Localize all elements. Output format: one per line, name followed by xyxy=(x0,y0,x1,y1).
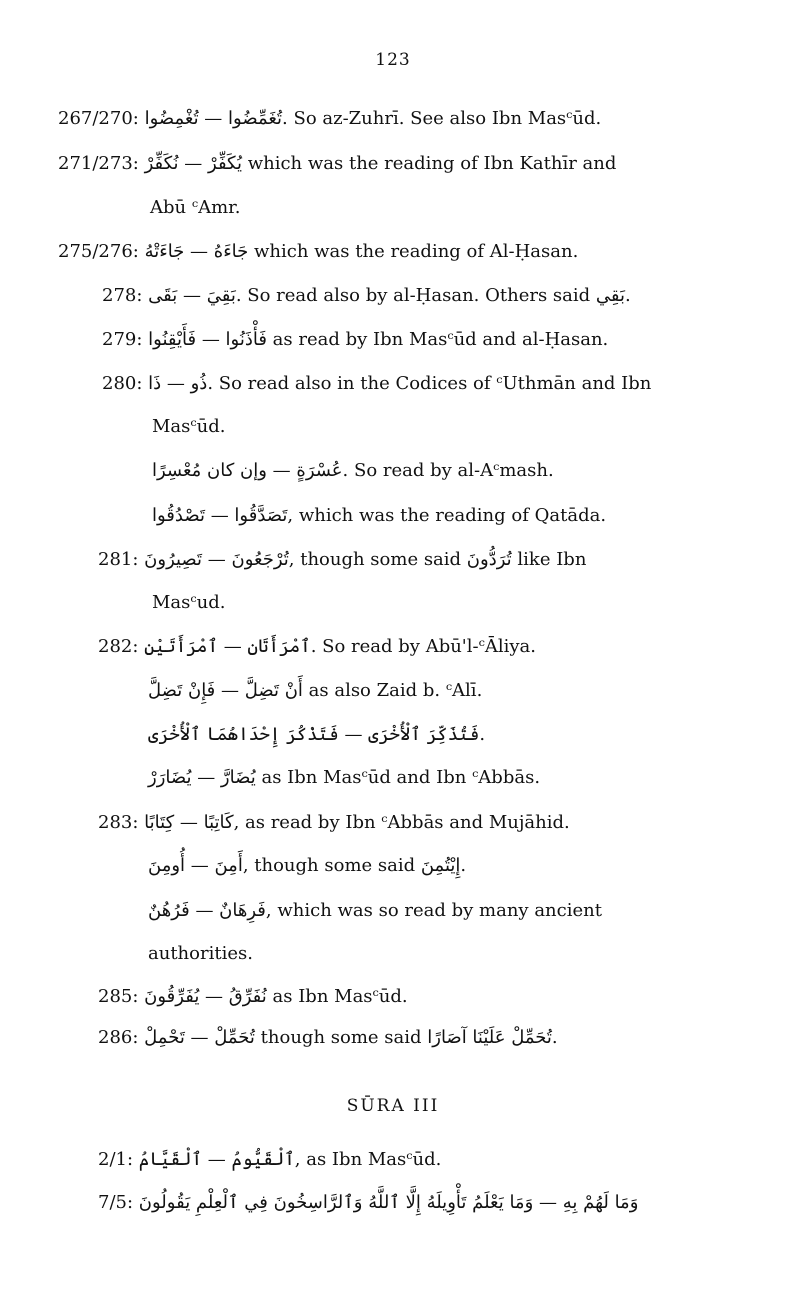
verse-ref: 278: xyxy=(102,285,143,306)
entry-continuation xyxy=(150,195,240,221)
entry-continuation xyxy=(152,414,225,440)
entry-text: بَقِيَ — بَقَى. So read also by al-Ḥasan. Others said بَقِي. xyxy=(148,285,631,306)
entry-271-273 xyxy=(58,151,616,177)
entry-sub xyxy=(152,458,554,484)
entry-sub xyxy=(148,853,466,879)
entry-sub xyxy=(148,765,540,791)
entry-text: Masᶜūd. xyxy=(152,416,226,437)
verse-ref: 282: xyxy=(98,636,139,657)
verse-ref: 7/5: xyxy=(98,1192,134,1213)
verse-ref: 281: xyxy=(98,549,139,570)
entry-text: فَأْذَنُوا — فَأَيْقِنُوا as read by Ibn Masᶜūd and al-Ḥasan. xyxy=(148,329,609,350)
entry-continuation xyxy=(152,590,225,616)
entry-286 xyxy=(98,1025,558,1051)
entry-text: يُكَفِّرْ — نُكَفِّرْ which was the reading of Ibn Kathīr and xyxy=(144,153,617,174)
entry-7-5 xyxy=(98,1190,638,1216)
entry-text: فَرِهَانٌ — فَرُهُنٌ, which was so read by many ancient xyxy=(148,900,602,921)
entry-285 xyxy=(98,984,408,1010)
entry-text: فَتُذَكِّرَ ٱلْأُخْرَى — فَتَذْكُرَ إِحْدَاهُمَا ٱلْأُخْرَى. xyxy=(148,724,486,745)
entry-text: تُحَمِّلْ — تَحْمِلْ though some said تُحَمِّلْ عَلَيْنَا آصَارًا. xyxy=(144,1027,558,1048)
entry-text: نُفَرِّقُ — يُفَرِّقُونَ as Ibn Masᶜūd. xyxy=(144,986,408,1007)
entry-sub xyxy=(148,678,482,704)
entry-279 xyxy=(102,327,608,353)
entry-text: تُرْجَعُونَ — تَصِيرُونَ, though some said تُرَدُّونَ like Ibn xyxy=(144,549,587,570)
verse-ref: 271/273: xyxy=(58,153,139,174)
entry-continuation xyxy=(148,941,253,967)
entry-text: ذُو — ذَا. So read also in the Codices of ᶜUthmān and Ibn xyxy=(148,373,652,394)
verse-ref: 283: xyxy=(98,812,139,833)
entry-text: authorities. xyxy=(148,943,253,964)
entry-text: وَمَا لَهُمْ بِهِ — وَمَا يَعْلَمُ تَأْوِيلَهُ إِلَّا ٱللَّهُ وَٱلرَّاسِخُونَ فِي ٱلْعِلْمِ يَقُولُونَ xyxy=(138,1192,639,1213)
entry-283 xyxy=(98,810,570,836)
entry-text: أَمِنَ — أُومِنَ, though some said إِيْتُمِنَ. xyxy=(148,855,467,876)
entry-280 xyxy=(102,371,651,397)
verse-ref: 280: xyxy=(102,373,143,394)
entry-text: Masᶜud. xyxy=(152,592,226,613)
entry-sub xyxy=(152,503,606,529)
entry-text: يُضَارَّ — يُضَارَرْ as Ibn Masᶜūd and Ibn ᶜAbbās. xyxy=(148,767,541,788)
verse-ref: 279: xyxy=(102,329,143,350)
entry-sub xyxy=(148,722,485,748)
verse-ref: 267/270: xyxy=(58,108,139,129)
entry-2-1 xyxy=(98,1147,441,1173)
entry-text: أَنْ تَضِلَّ — فَإِنْ تَضِلَّ as also Zaid b. ᶜAlī. xyxy=(148,680,483,701)
verse-ref: 2/1: xyxy=(98,1149,134,1170)
entry-281 xyxy=(98,547,586,573)
entry-text: Abū ᶜAmr. xyxy=(150,197,241,218)
section-heading: SŪRA III xyxy=(346,1096,440,1116)
entry-267-270 xyxy=(58,106,601,132)
entry-text: جَاءَهُ — جَاءَتْهُ which was the reading of Al-Ḥasan. xyxy=(144,241,579,262)
verse-ref: 275/276: xyxy=(58,241,139,262)
verse-ref: 286: xyxy=(98,1027,139,1048)
entry-text: عُسْرَةٍ — وإن كان مُعْسِرًا. So read by al-Aᶜmash. xyxy=(152,460,554,481)
page-number: 123 xyxy=(375,50,411,70)
entry-278 xyxy=(102,283,631,309)
entry-text: تَصَدَّقُوا — تَصْدُقُوا, which was the reading of Qatāda. xyxy=(152,505,607,526)
entry-text: كَاتِبًا — كِتَابًا, as read by Ibn ᶜAbbās and Mujāhid. xyxy=(144,812,570,833)
verse-ref: 285: xyxy=(98,986,139,1007)
entry-275-276 xyxy=(58,239,578,265)
entry-text: ٱمْرَأَتَانِ — ٱمْرَأَتَيْنِ. So read by Abū'l-ᶜĀliya. xyxy=(144,636,536,657)
entry-sub xyxy=(148,898,602,924)
entry-text: تُغَمِّضُوا — تُغْمِضُوا. So az-Zuhrī. See also Ibn Masᶜūd. xyxy=(144,108,602,129)
entry-282 xyxy=(98,634,536,660)
entry-text: ٱلْقَيُّومُ — ٱلْقَيَّامُ, as Ibn Masᶜūd. xyxy=(138,1149,442,1170)
